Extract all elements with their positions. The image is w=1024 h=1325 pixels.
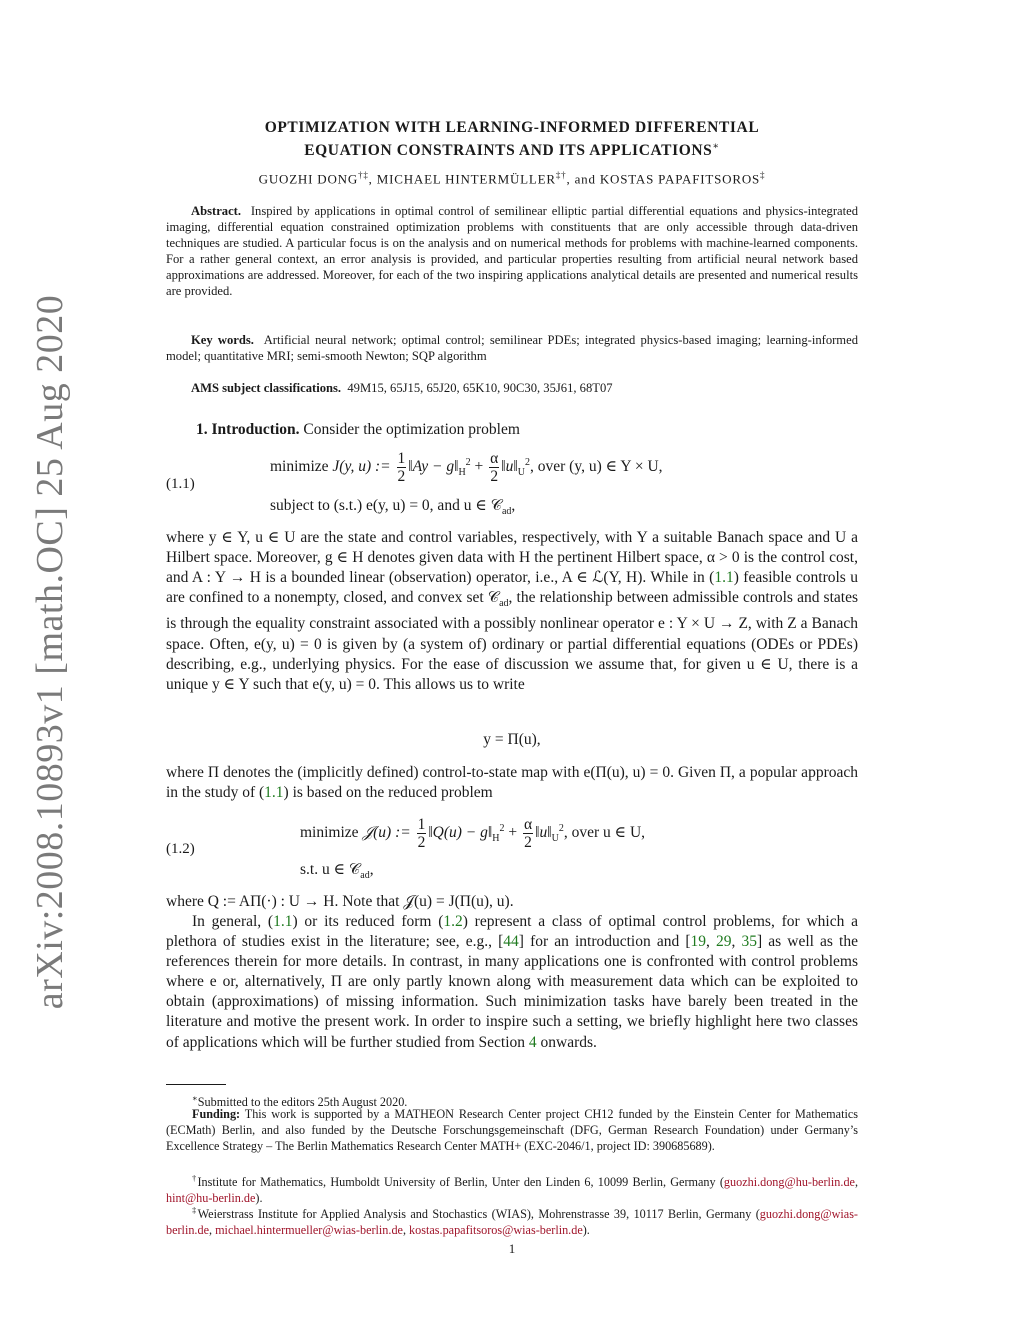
footnote-3-sep-1: ,: [208, 1223, 216, 1238]
funding-label: Funding:: [192, 1107, 241, 1121]
footnote-2-text: Institute for Mathematics, Humboldt University of Berlin, Unter den Linden 6, 10099 Berlin, Germany (: [197, 1175, 724, 1190]
eq12-lhs: 𝒥(u) :=: [362, 824, 411, 842]
eq12-half-fraction: [417, 816, 427, 851]
ref-29[interactable]: 29: [715, 933, 732, 951]
eq12-term2: ‖u‖: [535, 824, 552, 842]
author-2: MICHAEL HINTERMÜLLER: [376, 171, 556, 187]
eq12-half-num: 1: [417, 816, 426, 833]
paragraph-4: [166, 912, 858, 1053]
para4-part6: ,: [731, 933, 742, 951]
eq11-over: , over (y, u) ∈ Y × U,: [530, 458, 663, 476]
footnote-affil-wias: [166, 1202, 858, 1238]
footnote-funding: [166, 1106, 858, 1154]
eq11-term2-sub: U: [517, 467, 525, 479]
paragraph-2: [166, 763, 858, 803]
eq11-alpha-fraction: [489, 450, 499, 485]
eq11-minimize: minimize: [270, 458, 329, 476]
email-hintermueller-wias[interactable]: michael.hintermueller@wias-berlin.de: [215, 1223, 403, 1238]
email-hint-hu[interactable]: hint@hu-berlin.de: [166, 1191, 256, 1206]
paragraph-3: where Q := AΠ(·) : U → H. Note that 𝒥(u) = J(Π(u), u).: [166, 893, 514, 910]
eq12-over: , over u ∈ U,: [563, 824, 646, 842]
author-list: [166, 170, 858, 187]
author-3: KOSTAS PAPAFITSOROS: [599, 171, 761, 187]
keywords-label: Key words.: [191, 333, 254, 347]
email-papafitsoros-wias[interactable]: kostas.papafitsoros@wias-berlin.de: [409, 1223, 583, 1238]
eq11-comma: ,: [511, 497, 516, 514]
title-line-2-text: EQUATION CONSTRAINTS AND ITS APPLICATIONS: [304, 142, 713, 160]
footnote-affil-hu: [166, 1170, 858, 1206]
ref-44[interactable]: 44: [503, 933, 519, 951]
eq11-half-den: 2: [397, 468, 406, 485]
eq11-term2: ‖u‖: [501, 458, 518, 476]
eq12-term2-sub: U: [551, 833, 559, 845]
eq11-lhs: J(y, u) :=: [332, 458, 391, 476]
ref-eq-1-1-b[interactable]: 1.1: [264, 784, 284, 802]
eq12-plus: +: [508, 824, 518, 842]
footnote-3-sep-2: ,: [402, 1223, 410, 1238]
abstract: [166, 204, 858, 299]
paper-title: [166, 118, 858, 160]
keywords-text: Artificial neural network; optimal control; semilinear PDEs; integrated physics-based imaging; learning-informed model; quantitative MRI; semi-smooth Newton; SQP algorithm: [166, 333, 858, 363]
author-2-affil: ‡†: [555, 170, 567, 180]
footnote-1-text: Submitted to the editors 25th August 2020.: [197, 1095, 408, 1110]
paragraph-1: [166, 528, 858, 695]
eq12-alpha-num: α: [523, 816, 533, 833]
eq12-ad: ad: [360, 870, 370, 882]
email-dong-hu[interactable]: guozhi.dong@hu-berlin.de: [723, 1175, 855, 1190]
eq11-alpha-den: 2: [490, 468, 499, 485]
eq12-alpha-fraction: [523, 816, 533, 851]
footnote-2-end: ).: [255, 1191, 263, 1206]
footnote-3-end: ).: [582, 1223, 590, 1238]
funding-text: This work is supported by a MATHEON Research Center project CH12 funded by the Einstein Center for Mathematics (ECMath) Berlin, and also funded by the Deutsche Forschungsgemeinschaft (DFG, German Research Foundation) under Germany’s Excellence Strategy – The Berlin Mathematics Research Center MATH+ (EXC-2046/1, project ID: 390685689).: [166, 1107, 858, 1153]
page-number: 1: [508, 1241, 516, 1256]
abstract-label: Abstract.: [191, 204, 242, 218]
eq12-half-den: 2: [417, 834, 426, 851]
eq12-st: s.t. u ∈ 𝒞: [300, 861, 361, 878]
section-heading: [196, 421, 520, 439]
para1-ad: ad: [499, 598, 509, 610]
author-1-affil: †‡: [358, 170, 369, 180]
ams-text: 49M15, 65J15, 65J20, 65K10, 90C30, 35J61, 68T07: [347, 381, 613, 395]
para1-part1: where y ∈ Y, u ∈ U are the state and control variables, respectively, with Y a suitable Banach space and U a Hilbert space. Moreover, g ∈ H denotes given data with H the pertinent Hilbert space, α > 0 is the control cost, and A : Y → H is a bounded linear (observation) operator, i.e., A ∈ ℒ(Y, H). While in (: [166, 529, 858, 587]
arxiv-side-stamp: arXiv:2008.10893v1 [math.OC] 25 Aug 2020: [29, 294, 71, 1010]
eq11-half-num: 1: [397, 450, 406, 467]
eq12-term1-sup: 2: [499, 822, 505, 834]
para4-part1: In general, (: [192, 913, 274, 930]
equation-1-1-label: (1.1): [166, 476, 195, 492]
email-dong-wias[interactable]: guozhi.dong@wias-berlin.de: [166, 1207, 858, 1238]
eq11-term2-sup: 2: [525, 456, 530, 468]
ref-35[interactable]: 35: [741, 933, 757, 951]
footnote-rule: [166, 1084, 226, 1085]
control-to-state-eq: y = Π(u),: [483, 731, 541, 748]
ref-eq-1-1[interactable]: 1.1: [714, 569, 734, 587]
ams-classifications: [166, 381, 858, 397]
eq11-term1-sup: 2: [465, 456, 471, 468]
eq12-term1-sub: H: [492, 833, 500, 845]
footnote-2-sep: ,: [854, 1175, 858, 1190]
section-lead: Consider the optimization problem: [303, 421, 520, 438]
equation-1-2-line-1: [300, 816, 645, 851]
ref-19[interactable]: 19: [690, 933, 706, 951]
footnote-3-mark: ‡: [192, 1205, 198, 1215]
para2-part1: where Π denotes the (implicitly defined) control-to-state map with e(Π(u), u) = 0. Given Π, a popular approach in the study of (: [166, 764, 858, 802]
ams-label: AMS subject classifications.: [191, 381, 342, 395]
eq12-comma: ,: [369, 861, 374, 878]
keywords: [166, 333, 858, 365]
equation-1-1-line-1: [270, 450, 663, 485]
eq12-term1: ‖Q(u) − g‖: [428, 824, 493, 842]
author-1: GUOZHI DONG: [258, 171, 359, 187]
title-line-1: OPTIMIZATION WITH LEARNING-INFORMED DIFFERENTIAL: [264, 119, 760, 136]
para4-part3: ) represent a class of optimal control problems, for which a plethora of studies exist in the literature; see, e.g., [: [166, 913, 858, 951]
eq12-minimize: minimize: [300, 824, 359, 842]
title-line-2: [166, 137, 858, 160]
abstract-text: Inspired by applications in optimal control of semilinear elliptic partial differential equations and physics-integrated imaging, differential equation constrained optimization problems with constituents that are only accessible through data-driven techniques are studied. A particular focus is on the analysis and on numerical methods for problems with machine-learned components. For a rather general context, an error analysis is provided, and particular properties resulting from artificial neural network based approximations are addressed. Moreover, for each of the two inspiring applications analytical details are presented and numerical results are provided.: [166, 204, 858, 298]
eq12-alpha-den: 2: [524, 834, 532, 851]
eq12-term2-sup: 2: [558, 822, 564, 834]
section-title: Introduction.: [211, 421, 300, 438]
equation-1-2-label: (1.2): [166, 841, 195, 857]
author-3-affil: ‡: [760, 170, 766, 180]
equation-1-2-line-2: [300, 860, 374, 881]
para4-part7: ] as well as the references therein for more details. In contrast, in many applications one is confronted with control problems where e or, alternatively, Π are only partly known along with measurement data which can be exploited to obtain (approximations) of missing information. Such minimization tasks have barely been treated in the literature and motive the present work. In order to inspire such a setting, we briefly highlight here two classes of applications which will be further studied from Section: [166, 933, 858, 1051]
footnote-2-mark: †: [192, 1173, 198, 1183]
eq11-half-fraction: [397, 450, 407, 485]
eq11-plus: +: [474, 458, 484, 476]
eq11-ad: ad: [501, 506, 512, 518]
eq11-term1-sub: H: [458, 467, 466, 479]
author-sep-2: , and: [566, 171, 600, 187]
title-footnote-marker: ∗: [712, 141, 720, 152]
footnote-3-text: Weierstrass Institute for Applied Analysis and Stochastics (WIAS), Mohrenstrasse 39, 10117 Berlin, Germany (: [197, 1207, 760, 1222]
para1-part3: , the relationship between admissible controls and states is through the equality constraint associated with a possibly nonlinear operator e : Y × U → Z, with Z a Banach space. Often, e(y, u) = 0 is given by (a system of) ordinary or partial differential equations (ODEs or PDEs) describing, e.g., underlying physics. For the ease of discussion we assume that, for given u ∈ U, there is a unique y ∈ Y such that e(y, u) = 0. This allows us to write: [166, 589, 858, 693]
eq11-term1: ‖Ay − g‖: [408, 458, 459, 476]
equation-1-1-line-2: [270, 496, 515, 517]
footnote-1-mark: ∗: [192, 1093, 198, 1103]
ref-section-4[interactable]: 4: [528, 1033, 537, 1051]
para1-part2: ) feasible controls u are confined to a nonempty, closed, and convex set 𝒞: [166, 569, 858, 607]
eq11-subject: subject to (s.t.) e(y, u) = 0, and u ∈ 𝒞: [270, 497, 502, 514]
eq11-alpha-num: α: [490, 450, 499, 467]
ref-eq-1-2[interactable]: 1.2: [443, 913, 463, 930]
para4-part2: ) or its reduced form (: [292, 913, 444, 930]
author-sep-1: ,: [368, 171, 377, 187]
para4-part5: ,: [706, 933, 716, 951]
ref-eq-1-1-c[interactable]: 1.1: [273, 913, 293, 930]
section-number: 1.: [196, 421, 208, 438]
para4-part8: onwards.: [536, 1033, 597, 1051]
para4-part4: ] for an introduction and [: [518, 933, 691, 951]
para2-part2: ) is based on the reduced problem: [283, 784, 493, 802]
